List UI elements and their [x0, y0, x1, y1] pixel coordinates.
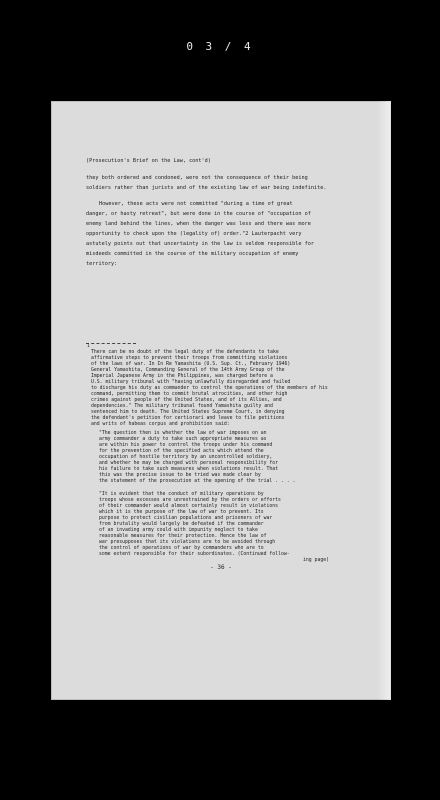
quote-line: are within his power to control the troops under his command: [99, 443, 273, 448]
quote-line: the control of operations of war by commanders who are to: [99, 546, 264, 551]
quote-line: his failure to take such measures when violations result. That: [99, 467, 279, 472]
footnote-line: of the laws of war. In In Re Yamashita (U.S. Sup. Ct., February 1946): [91, 362, 291, 367]
quote-line: this was the precise issue to be tried was made clear by: [99, 473, 261, 478]
footnote-line: the defendant's petition for certiorari and leave to file petitions: [91, 416, 285, 421]
quote-line: troops whose excesses are unrestrained by the orders or efforts: [99, 498, 281, 503]
body-line: astutely points out that uncertainty in the law is seldom responsible for: [86, 241, 314, 247]
quote-line: from brutality would largely be defeated if the commander: [99, 522, 264, 527]
footnote-marker: 1: [87, 344, 90, 349]
quote-line: war presupposes that its violations are to be avoided through: [99, 540, 276, 545]
footnote-line: General Yamashita, Commanding General of the 14th Army Group of the: [91, 368, 285, 373]
header-line: (Prosecution's Brief on the Law, cont'd): [86, 158, 211, 164]
quote-line: army commander a duty to take such appropriate measures as: [99, 437, 267, 442]
quote-line: and whether he may be charged with personal responsibility for: [99, 461, 279, 466]
footnote-line: affirmative steps to prevent their troops from committing violations: [91, 356, 288, 361]
footnote-line: to discharge his duty as commander to control the operations of the members of his: [91, 386, 328, 391]
quote-line: of their commander would almost certainly result in violations: [99, 504, 279, 509]
quote-line: some extent responsible for their subordinates. (Continued follow-: [99, 552, 290, 557]
body-line: opportunity to check upon the (legality of) order."2 Lauterpacht very: [86, 231, 302, 237]
body-line: territory:: [86, 261, 118, 267]
body-line: they both ordered and condoned, were not the consequence of their being: [86, 175, 308, 181]
footnote-separator: [86, 343, 136, 344]
quote-line: "It is evident that the conduct of military operations by: [99, 492, 264, 497]
body-line: misdeeds committed in the course of the military occupation of enemy: [86, 251, 299, 257]
body-line: enemy land behind the lines, when the danger was less and there was more: [86, 221, 311, 227]
quote-line: the statement of the prosecution at the opening of the trial . . . .: [99, 479, 296, 484]
quote-line: ing page): [303, 558, 329, 563]
footnote-line: sentenced him to death. The United States Supreme Court, in denying: [91, 410, 285, 415]
footnote-line: dependencies." The military tribunal found Yamashita guilty and: [91, 404, 273, 409]
quote-line: occupation of hostile territory by an uncontrolled soldiery,: [99, 455, 273, 460]
quote-line: reasonable measures for their protection. Hence the law of: [99, 534, 267, 539]
footnote-line: Imperial Japanese Army in the Philippines, was charged before a: [91, 374, 273, 379]
page-number: - 36 -: [210, 564, 232, 571]
body-line: danger, or hasty retreat", but were done in the course of "occupation of: [86, 211, 311, 217]
footnote-line: and writs of habeas corpus and prohibition said:: [91, 422, 230, 427]
footnote-line: There can be no doubt of the legal duty of the defendants to take: [91, 350, 279, 355]
quote-line: which it is the purpose of the law of war to prevent. Its: [99, 510, 264, 515]
frame-number: 0 3 / 4: [186, 40, 254, 53]
quote-line: purpose to protect civilian populations and prisoners of war: [99, 516, 273, 521]
quote-line: "The question then is whether the law of war imposes on an: [99, 431, 267, 436]
footnote-line: crimes against people of the United States, and of its Allies, and: [91, 398, 282, 403]
footnote-line: U.S. military tribunal with "having unlawfully disregarded and failed: [91, 380, 291, 385]
body-line: soldiers rather than jurists and of the existing law of war being indefinite.: [86, 185, 327, 191]
footnote-line: command, permitting them to commit brutal atrocities, and other high: [91, 392, 288, 397]
document-page: [51, 101, 391, 700]
quote-line: for the prevention of the specified acts which attend the: [99, 449, 264, 454]
quote-line: of an invading army could with impunity neglect to take: [99, 528, 258, 533]
body-line: However, these acts were not committed "during a time of great: [99, 201, 293, 207]
